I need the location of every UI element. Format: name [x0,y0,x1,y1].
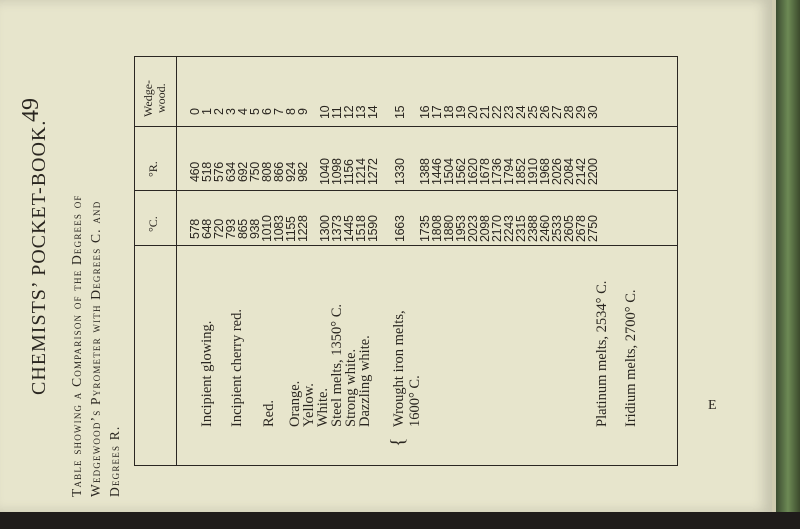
celsius-cell: 2098 [478,215,492,242]
reaumur-cell: 518 [200,162,214,182]
reaumur-cell: 576 [212,162,226,182]
reaumur-cell: 460 [188,162,202,182]
wedge-cell: 17 [430,105,444,119]
celsius-cell: 2750 [586,215,600,242]
reaumur-cell: 1968 [538,158,552,185]
celsius-cell: 938 [248,219,262,239]
wedge-cell: 21 [478,105,492,119]
reaumur-cell: 634 [224,162,238,182]
celsius-cell: 2678 [574,215,588,242]
reaumur-cell: 1504 [442,158,456,185]
reaumur-cell: 808 [260,162,274,182]
header-reaumur: °R. [146,161,160,177]
wedge-cell: 7 [272,108,286,115]
header-wedgewood: Wedge- [141,79,155,117]
celsius-cell: 1373 [330,215,344,242]
caption-line-1: Table showing a Comparison of the Degrees of [69,194,84,497]
celsius-cell: 2243 [502,215,516,242]
wedge-cell: 13 [354,105,368,119]
celsius-cell: 2533 [550,215,564,242]
wedge-cell: 25 [526,105,540,119]
note-white: White. [315,387,331,427]
celsius-cell: 1590 [366,215,380,242]
column-divider-1 [135,126,677,127]
note-orange: Orange. [287,380,303,427]
wedge-cell: 26 [538,105,552,119]
header-celsius: °C. [146,216,160,232]
signature-mark: E [708,398,717,413]
wedge-cell: 22 [490,105,504,119]
note-incipient-glowing: Incipient glowing. [199,320,215,427]
bottom-edge [0,512,800,529]
note-yellow: Yellow. [301,383,317,427]
reaumur-cell: 1272 [366,158,380,185]
celsius-cell: 1010 [260,215,274,242]
wedge-cell: 19 [454,105,468,119]
reaumur-cell: 750 [248,162,262,182]
wedge-cell: 20 [466,105,480,119]
reaumur-cell: 1562 [454,158,468,185]
wedge-cell: 16 [418,105,432,119]
header-divider [176,57,177,465]
celsius-cell: 1445 [342,215,356,242]
celsius-cell: 720 [212,219,226,239]
wedge-cell: 5 [248,108,262,115]
celsius-cell: 1953 [454,215,468,242]
reaumur-cell: 1794 [502,158,516,185]
wedge-cell: 11 [330,106,344,119]
header-wedgewood-2: wood. [154,83,168,113]
reaumur-cell: 1330 [393,158,407,185]
reaumur-cell: 1620 [466,158,480,185]
wedge-cell: 28 [562,105,576,119]
celsius-cell: 578 [188,219,202,239]
celsius-cell: 2460 [538,215,552,242]
wedge-cell: 24 [514,105,528,119]
caption-line-3: Degrees R. [107,425,122,497]
note-steel: Steel melts, 1350° C. [329,303,345,427]
celsius-cell: 1083 [272,215,286,242]
reaumur-cell: 2026 [550,158,564,185]
celsius-cell: 2388 [526,215,540,242]
reaumur-cell: 1736 [490,158,504,185]
wedge-cell: 14 [366,105,380,119]
celsius-cell: 1300 [318,215,332,242]
celsius-cell: 2023 [466,215,480,242]
wedge-cell: 27 [550,105,564,119]
wedge-cell: 1 [200,108,214,115]
reaumur-cell: 1156 [342,159,356,185]
note-wrought-iron-temp: 1600° C. [407,375,423,427]
note-dazzling-white: Dazzling white. [357,335,373,427]
running-head: CHEMISTS’ POCKET-BOOK. [28,119,50,395]
wedge-cell: 0 [188,108,202,115]
reaumur-cell: 1910 [526,158,540,185]
wedge-cell: 2 [212,108,226,115]
note-incipient-cherry: Incipient cherry red. [229,309,245,427]
reaumur-cell: 866 [272,162,286,182]
reaumur-cell: 1446 [430,158,444,185]
celsius-cell: 865 [236,219,250,239]
caption-line-2: Wedgewood’s Pyrometer with Degrees C. and [88,200,103,497]
reaumur-cell: 1214 [354,158,368,185]
wedge-cell: 18 [442,105,456,119]
reaumur-cell: 2142 [574,158,588,185]
wedge-cell: 30 [586,105,600,119]
reaumur-cell: 2200 [586,158,600,185]
column-divider-2 [135,190,677,191]
celsius-cell: 1735 [418,215,432,242]
celsius-cell: 1518 [354,215,368,242]
page-number: 49 [18,98,44,122]
wedge-cell: 8 [284,108,298,115]
celsius-cell: 2605 [562,215,576,242]
celsius-cell: 1228 [296,215,310,242]
note-wrought-iron: Wrought iron melts, [391,310,407,427]
wedge-cell: 9 [296,108,310,115]
reaumur-cell: 1098 [330,158,344,185]
reaumur-cell: 1040 [318,158,332,185]
note-strong-white: Strong white. [343,348,359,427]
celsius-cell: 793 [224,219,238,239]
wedge-cell: 12 [342,105,356,119]
brace-icon: { [387,437,409,447]
note-iridium: Iridium melts, 2700° C. [623,289,639,427]
celsius-cell: 648 [200,219,214,239]
wedge-cell: 15 [393,105,407,119]
reaumur-cell: 692 [236,162,250,182]
comparison-table [134,56,678,466]
celsius-cell: 2170 [490,215,504,242]
wedge-cell: 23 [502,105,516,119]
celsius-cell: 2315 [514,215,528,242]
celsius-cell: 1880 [442,215,456,242]
wedge-cell: 10 [318,105,332,119]
celsius-cell: 1155 [284,216,298,242]
wedge-cell: 4 [236,108,250,115]
note-red: Red. [261,400,277,427]
reaumur-cell: 1388 [418,158,432,185]
celsius-cell: 1663 [393,215,407,242]
reaumur-cell: 982 [296,162,310,182]
reaumur-cell: 1678 [478,158,492,185]
reaumur-cell: 924 [284,162,298,182]
reaumur-cell: 1852 [514,158,528,185]
column-divider-3 [135,245,677,246]
wedge-cell: 29 [574,105,588,119]
book-cover-edge [776,0,800,529]
wedge-cell: 6 [260,108,274,115]
celsius-cell: 1808 [430,215,444,242]
reaumur-cell: 2084 [562,158,576,185]
wedge-cell: 3 [224,108,238,115]
note-platinum: Platinum melts, 2534° C. [594,280,610,427]
